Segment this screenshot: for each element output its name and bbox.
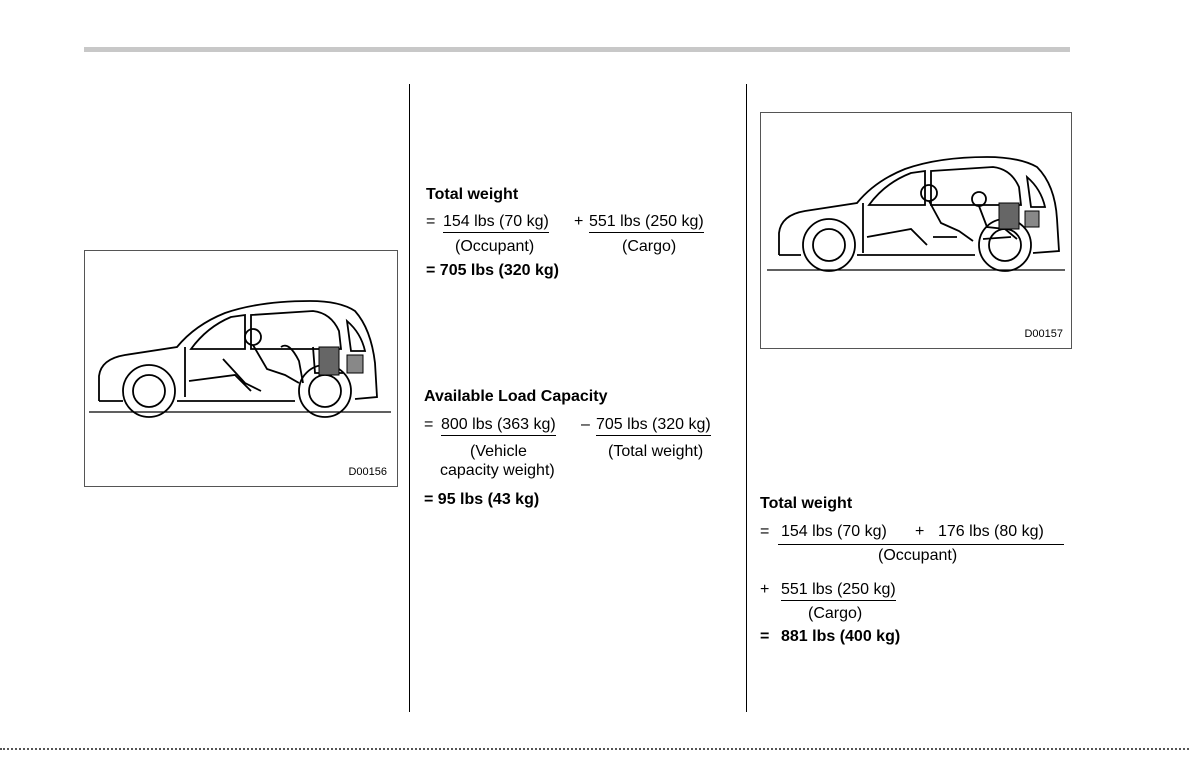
- example2-heading: Total weight: [760, 495, 853, 512]
- figure-driver-and-cargo: [84, 250, 398, 487]
- capacity-total-value: 705 lbs (320 kg): [596, 416, 711, 436]
- example2-cargo-label: (Cargo): [808, 605, 863, 622]
- capacity-result: = 95 lbs (43 kg): [424, 491, 540, 508]
- figure-id: D00156: [348, 466, 387, 478]
- car-illustration-1: [85, 251, 397, 486]
- capacity-total-label: (Total weight): [608, 443, 704, 460]
- figure-id: D00157: [1024, 328, 1063, 340]
- example2-cargo-value: 551 lbs (250 kg): [781, 581, 896, 601]
- figure-two-occupants-and-cargo: [760, 112, 1072, 349]
- example2-result: 881 lbs (400 kg): [781, 628, 901, 645]
- capacity-vehicle-label-2: capacity weight): [440, 462, 555, 479]
- capacity-eq: =: [424, 416, 434, 433]
- column-divider-left: [409, 84, 410, 712]
- example1-occupant-label: (Occupant): [455, 238, 535, 255]
- car-illustration-2: [761, 113, 1071, 348]
- column-divider-right: [746, 84, 747, 712]
- capacity-minus: –: [581, 416, 590, 433]
- example2-occupant-b: 176 lbs (80 kg): [938, 523, 1044, 540]
- header-rule: [84, 47, 1070, 52]
- example1-result: = 705 lbs (320 kg): [426, 262, 559, 279]
- example1-occupant-value: 154 lbs (70 kg): [443, 213, 549, 233]
- capacity-vehicle-label-1: (Vehicle: [470, 443, 527, 460]
- example2-eq: =: [760, 523, 770, 540]
- example1-eq: =: [426, 213, 436, 230]
- example2-plus: +: [915, 523, 925, 540]
- example2-eq2: =: [760, 628, 770, 645]
- footer-dotted-line: [0, 748, 1189, 750]
- capacity-vehicle-value: 800 lbs (363 kg): [441, 416, 556, 436]
- example2-occupant-a: 154 lbs (70 kg): [781, 523, 887, 540]
- example2-plus2: +: [760, 581, 770, 598]
- example1-heading: Total weight: [426, 186, 519, 203]
- capacity-heading: Available Load Capacity: [424, 388, 608, 405]
- example1-plus: +: [574, 213, 584, 230]
- example2-occupant-underline: [778, 544, 1064, 545]
- example1-cargo-value: 551 lbs (250 kg): [589, 213, 704, 233]
- example2-occupant-label: (Occupant): [878, 547, 958, 564]
- example1-cargo-label: (Cargo): [622, 238, 677, 255]
